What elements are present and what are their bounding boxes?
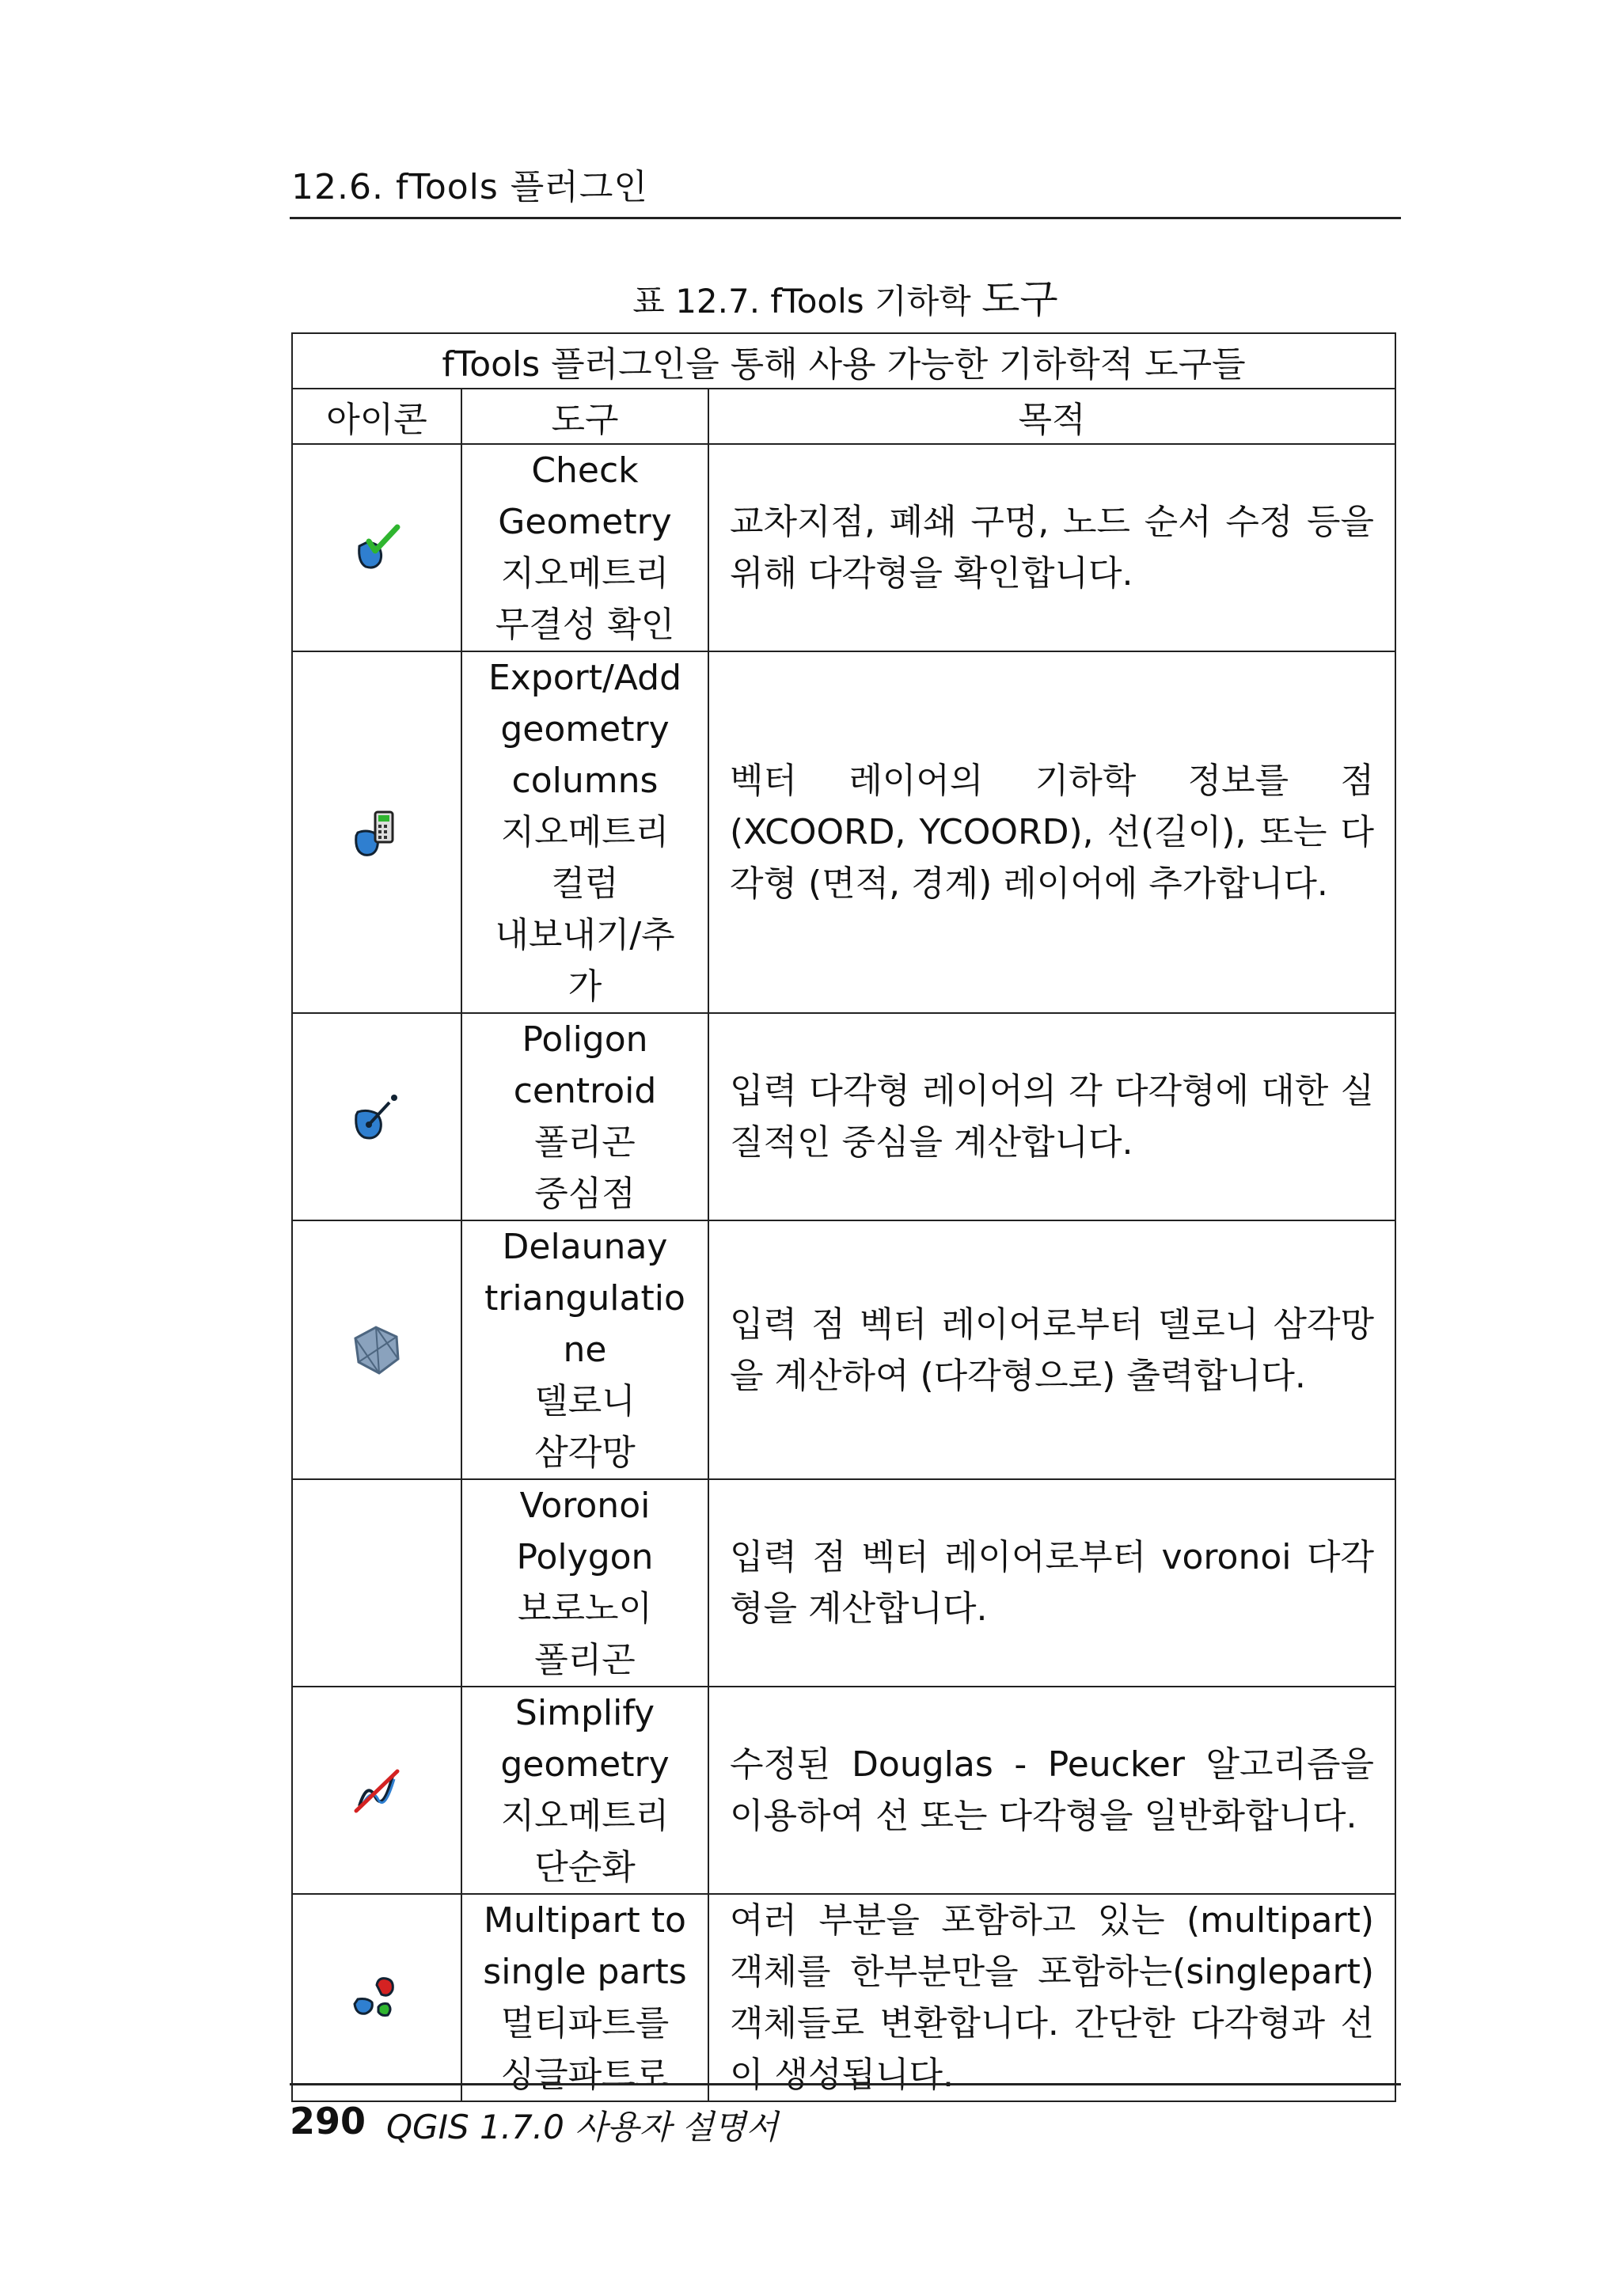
purpose-cell: 수정된 Douglas - Peucker 알고리즘을 이용하여 선 또는 다각형을 일반화합니다. [708,1687,1395,1894]
tool-name-cell [461,444,708,651]
tool-line: 가 [568,966,602,1007]
purpose-cell: 입력 다각형 레이어의 각 다각형에 대한 실질적인 중심을 계산합니다. [708,1013,1395,1220]
tool-line: 중심점 [534,1174,636,1214]
tool-line: 보로노이 [517,1588,652,1629]
tool-line: Simplify [514,1693,655,1733]
table-row [292,651,1395,1013]
purpose-cell: 벡터 레이어의 기하학 정보를 점(XCOORD, YCOORD), 선(길이), 또는 다각형 (면적, 경계) 레이어에 추가합니다. [708,651,1395,1013]
polygon-centroid-icon [351,1091,402,1142]
tool-name-cell [461,1894,708,2101]
tool-line: Delaunay [502,1227,668,1267]
tool-line: 삼각망 [534,1433,636,1473]
purpose-cell: 입력 점 벡터 레이어로부터 델로니 삼각망을 계산하여 (다각형으로) 출력합니다. [708,1220,1395,1479]
page-footer [290,2083,1401,2146]
multipart-to-singleparts-icon [351,1972,402,2023]
tool-line: single parts [483,1952,687,1992]
tool-line: Multipart to [484,1900,686,1941]
tool-line: 지오메트리 [500,812,670,852]
tool-line: 델로니 [534,1381,636,1421]
table-row [292,1479,1395,1687]
tool-line: Voronoi [519,1486,651,1526]
purpose-cell: 교차지점, 폐쇄 구멍, 노드 순서 수정 등을 위해 다각형을 확인합니다. [708,444,1395,651]
tool-line: Export/Add [488,658,682,698]
icon-cell [292,1687,461,1894]
caption-emph: 도구 [981,276,1058,322]
icon-cell [292,1013,461,1220]
tool-line: ne [563,1330,607,1370]
icon-cell [292,1479,461,1687]
tool-name-cell [461,1220,708,1479]
tool-line: 폴리곤 [534,1640,636,1680]
tool-name-cell [461,1687,708,1894]
delaunay-triangulation-icon [349,1323,404,1378]
tool-line: geometry [500,709,670,750]
purpose-cell: 입력 점 벡터 레이어로부터 voronoi 다각형을 계산합니다. [708,1479,1395,1687]
tool-line: 내보내기/추 [495,915,675,955]
column-header-purpose: 목적 [708,389,1395,444]
tool-name-cell [461,651,708,1013]
tool-line: 무결성 확인 [495,605,675,645]
tool-line: Poligon [522,1019,648,1060]
tool-line: columns [511,761,659,801]
page-number: 290 [290,2100,366,2142]
column-header-tool: 도구 [461,389,708,444]
tool-line: 지오메트리 [500,553,670,594]
purpose-cell: 여러 부분을 포함하고 있는 (multipart) 객체를 한부분만을 포함하는(singlepart) 객체들로 변환합니다. 간단한 다각형과 선이 생성됩니다. [708,1894,1395,2101]
table-caption [290,268,1401,324]
table-title: fTools 플러그인을 통해 사용 가능한 기하학적 도구들 [292,333,1395,389]
page-header [290,155,1401,219]
table-row [292,1013,1395,1220]
tool-line: 지오메트리 [500,1796,670,1836]
tool-line: Geometry [498,502,672,542]
icon-cell [292,444,461,651]
section-title: 12.6. fTools 플러그인 [291,167,648,207]
tool-name-cell [461,1479,708,1687]
tool-line: 단순화 [534,1847,636,1888]
tool-line: triangulatio [484,1278,685,1319]
simplify-geometry-icon [351,1765,402,1816]
footer-title: QGIS 1.7.0 사용자 설명서 [386,2108,779,2146]
table-row [292,444,1395,651]
check-geometry-icon [351,522,402,573]
tool-line: 멀티파트를 [500,2003,670,2044]
tool-line: geometry [500,1744,670,1785]
column-header-icon: 아이콘 [292,389,461,444]
table-row [292,1894,1395,2101]
tool-line: 폴리곤 [534,1122,636,1163]
icon-cell [292,1220,461,1479]
tool-line: 컬럼 [551,863,619,904]
table-row [292,1687,1395,1894]
tool-line: centroid [513,1071,657,1111]
icon-cell [292,1894,461,2101]
tool-line: Check [531,450,639,491]
icon-cell [292,651,461,1013]
table-row [292,1220,1395,1479]
tool-line: Polygon [516,1537,654,1577]
geometry-tools-table [291,332,1396,2102]
tool-line: 싱글파트로 [500,2055,670,2095]
tool-name-cell [461,1013,708,1220]
export-geometry-columns-icon [351,807,402,858]
caption-prefix: 표 12.7. fTools 기하학 [632,282,982,321]
